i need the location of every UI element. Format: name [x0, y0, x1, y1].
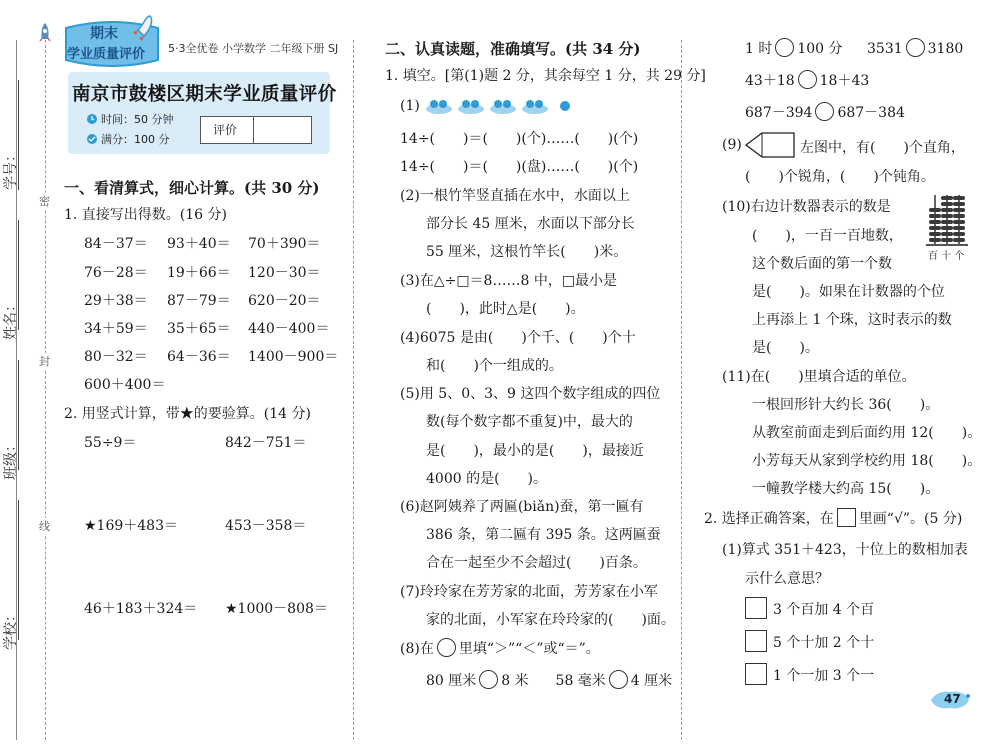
- s2-q2-text: 示什么意思？: [745, 571, 829, 587]
- calc-item: 93＋40＝: [167, 236, 231, 252]
- q10-line: 是( )。: [752, 340, 819, 356]
- calc-item: 64－36＝: [167, 349, 231, 365]
- vertical-calc-item: ★169＋483＝: [84, 518, 178, 534]
- fill-line: 14÷( )＝( )(个)……( )(个): [400, 131, 639, 147]
- q10-line: 这个数后面的第一个数: [752, 256, 892, 272]
- q9-label: (9): [722, 137, 742, 153]
- compare-circle[interactable]: [479, 670, 498, 689]
- calc-item: 19＋66＝: [167, 265, 231, 281]
- cut-mark-feng: 封: [39, 355, 50, 368]
- fill-line: (2)一根竹竿竖直插在水中，水面以上: [400, 188, 630, 204]
- calc-item: 35＋65＝: [167, 321, 231, 337]
- name-label: 姓名：: [3, 298, 19, 340]
- calc-item: 80－32＝: [84, 349, 148, 365]
- cut-mark-mi: 密: [39, 195, 50, 208]
- calc-item: 70＋390＝: [248, 236, 321, 252]
- compare-row: 687－394 687－384: [745, 102, 905, 122]
- fill-line: 部分长 45 厘米，水面以下部分长: [426, 216, 635, 232]
- q10-line: ( )，一百一百地数，: [752, 228, 903, 244]
- s2-q2-text: (1)算式 351＋423，十位上的数相加表: [722, 542, 968, 558]
- exam-score: 满分：100 分: [101, 133, 170, 146]
- pentagon-shape-icon: [744, 131, 796, 159]
- compare-row: 1 时 100 分: [745, 38, 843, 58]
- badge-rocket-icon: [130, 14, 156, 44]
- choice-option[interactable]: 3 个百加 4 个百: [745, 597, 874, 619]
- q10-line: 是( )。如果在计数器的个位: [752, 284, 945, 300]
- book-info: 5·3全优卷 小学数学 二年级下册 SJ: [168, 42, 339, 55]
- q9-text: 左图中，有( )个直角，: [800, 140, 965, 156]
- q10-line: 上再添上 1 个珠，这时表示的数: [752, 312, 952, 328]
- cut-mark-xian: 线: [39, 520, 50, 533]
- calc-item: 76－28＝: [84, 265, 148, 281]
- s2-q1-label: 1. 填空。[第(1)题 2 分，其余每空 1 分，共 29 分]: [385, 68, 706, 84]
- exam-time: 时间：50 分钟: [101, 113, 174, 126]
- vertical-calc-item: ★1000－808＝: [225, 601, 328, 617]
- vertical-calc-item: 55÷9＝: [84, 435, 137, 451]
- page-number: 47: [944, 692, 961, 706]
- compare-circle[interactable]: [906, 38, 925, 57]
- vertical-calc-item: 46＋183＋324＝: [84, 601, 198, 617]
- q11-line: (11)在( )里填合适的单位。: [722, 369, 916, 385]
- school-label: 学校：: [3, 608, 19, 650]
- vertical-calc-item: 842－751＝: [225, 435, 307, 451]
- abacus-label: 百 十 个: [928, 251, 965, 262]
- compare-circle[interactable]: [775, 38, 794, 57]
- fill-line: ( )，此时△是( )。: [426, 301, 585, 317]
- q11-line: 小芳每天从家到学校约用 18( )。: [752, 453, 982, 469]
- clock-icon: [86, 113, 98, 125]
- fill-line: 14÷( )＝( )(盘)……( )(个): [400, 159, 639, 175]
- compare-row: 80 厘米 8 米 58 毫米 4 厘米: [426, 670, 672, 690]
- student-id-label: 学号：: [3, 148, 19, 190]
- fill-line: (3)在△÷□＝8……8 中，□最小是: [400, 273, 618, 289]
- badge-line2: 学业质量评价: [67, 47, 146, 62]
- choice-option[interactable]: 5 个十加 2 个十: [745, 630, 874, 652]
- calc-item: 87－79＝: [167, 293, 231, 309]
- q11-line: 一幢教学楼大约高 15( )。: [752, 481, 940, 497]
- fill-line: 和( )个一组成的。: [426, 358, 563, 374]
- choice-checkbox[interactable]: [745, 663, 767, 685]
- fruit-plates-icon: [425, 94, 585, 116]
- calc-item: 84－37＝: [84, 236, 148, 252]
- calc-item: 120－30＝: [248, 265, 321, 281]
- class-label: 班级：: [3, 438, 19, 480]
- choice-checkbox[interactable]: [745, 597, 767, 619]
- fill-line: (7)玲玲家在芳芳家的北面，芳芳家在小军: [400, 584, 658, 600]
- calc-item: 620－20＝: [248, 293, 321, 309]
- s1-q2-label: 2. 用竖式计算，带★的要验算。(14 分): [64, 406, 311, 422]
- page-title: 南京市鼓楼区期末学业质量评价: [72, 84, 337, 105]
- fill-line: 家的北面，小军家在玲玲家的( )面。: [426, 612, 675, 628]
- section1-title: 一、看清算式，细心计算。(共 30 分): [64, 179, 320, 197]
- q11-line: 从教室前面走到后面约用 12( )。: [752, 425, 982, 441]
- fill-line: 386 条，第二匾有 395 条。这两匾蚕: [426, 527, 661, 543]
- badge-line1: 期末: [90, 26, 118, 42]
- q10-line: (10)右边计数器表示的数是: [722, 199, 891, 215]
- vertical-calc-item: 453－358＝: [225, 518, 307, 534]
- q8-instruction: (8)在 里填“＞”“＜”或“＝”。: [400, 638, 600, 658]
- rocket-icon: [36, 22, 54, 46]
- calc-item: 440－400＝: [248, 321, 330, 337]
- calc-item: 1400－900＝: [248, 349, 339, 365]
- section2-title: 二、认真读题，准确填写。(共 34 分): [385, 40, 641, 58]
- fill-line: 4000 的是( )。: [426, 471, 548, 487]
- calc-item: 600＋400＝: [84, 377, 166, 393]
- s1-q1-label: 1. 直接写出得数。(16 分): [64, 207, 227, 223]
- fill-line: (4)6075 是由( )个千、( )个十: [400, 330, 636, 346]
- compare-circle[interactable]: [609, 670, 628, 689]
- choice-option[interactable]: 1 个一加 3 个一: [745, 663, 874, 685]
- fill-line: 是( )，最小的是( )，最接近: [426, 443, 644, 459]
- fill-line: (6)赵阿姨养了两匾(biǎn)蚕，第一匾有: [400, 499, 644, 515]
- fill-line: 55 厘米，这根竹竿长( )米。: [426, 244, 628, 260]
- fill-line: 合在一起至少不会超过( )百条。: [426, 555, 647, 571]
- compare-row: 3531 3180: [867, 38, 963, 57]
- q11-line: 一根回形针大约长 36( )。: [752, 397, 940, 413]
- compare-circle[interactable]: [798, 70, 817, 89]
- compare-circle[interactable]: [815, 102, 834, 121]
- fill-line: (5)用 5、0、3、9 这四个数字组成的四位: [400, 386, 661, 402]
- check-icon: [86, 133, 98, 145]
- calc-item: 34＋59＝: [84, 321, 148, 337]
- fill-line: (1): [400, 98, 420, 114]
- s2-q2-label: 2. 选择正确答案，在 里画“√”。(5 分): [704, 508, 962, 528]
- fill-line: 数(每个数字都不重复)中，最大的: [426, 414, 633, 430]
- compare-row: 43＋18 18＋43: [745, 70, 869, 90]
- calc-item: 29＋38＝: [84, 293, 148, 309]
- grade-label: 评价: [213, 123, 238, 137]
- q9-text2: ( )个锐角，( )个钝角。: [745, 169, 935, 185]
- choice-checkbox[interactable]: [745, 630, 767, 652]
